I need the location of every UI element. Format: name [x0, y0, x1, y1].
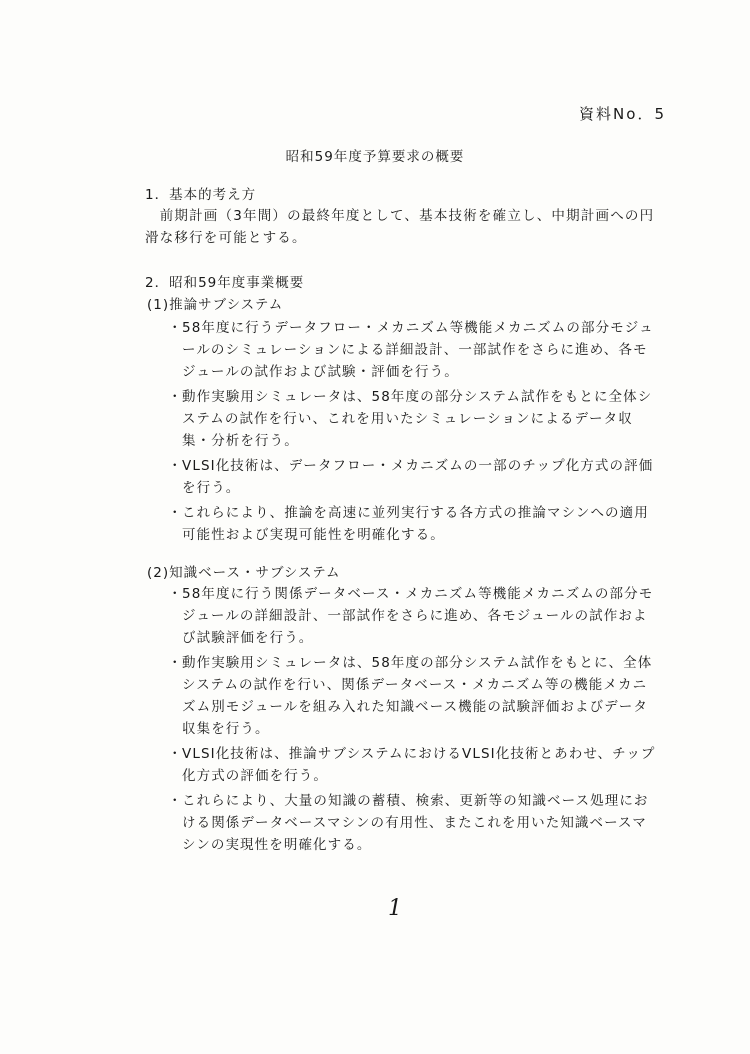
list-item	[168, 743, 660, 787]
list-item	[168, 790, 660, 856]
list-item-text: これらにより、大量の知識の蓄積、検索、更新等の知識ベース処理における関係データベースマシンの有用性、またこれを用いた知識ベースマシンの実現性を明確化する。	[182, 793, 649, 853]
list-item-text: VLSI化技術は、推論サブシステムにおけるVLSI化技術とあわせ、チップ化方式の評価を行う。	[182, 746, 656, 784]
section-1-text: 前期計画（3年間）の最終年度として、基本技術を確立し、中期計画への円滑な移行を可能とする。	[145, 208, 655, 246]
list-item-text: 動作実験用シミュレータは、58年度の部分システム試作をもとに、全体システムの試作を行い、関係データベース・メカニズム等の機能メカニズム別モジュールを組み入れた知識ベース機能の試験評価およびデータ収集を行う。	[182, 655, 653, 737]
subsection-inference-heading: (1)推論サブシステム	[147, 297, 284, 313]
document-id: 資料No．5	[579, 105, 666, 123]
list-item-text: 動作実験用シミュレータは、58年度の部分システム試作をもとに全体システムの試作を行い、これを用いたシミュレーションによるデータ収集・分析を行う。	[182, 389, 653, 449]
section-2-heading: 2．昭和59年度事業概要	[145, 275, 305, 291]
section-1-heading: 1．基本的考え方	[145, 187, 257, 203]
subsection-knowledge-base-heading: (2)知識ベース・サブシステム	[147, 565, 341, 581]
list-item	[168, 386, 660, 452]
subsection-inference-list	[168, 317, 660, 549]
list-item	[168, 583, 660, 649]
page-number: 1	[388, 896, 402, 921]
list-item	[168, 317, 660, 383]
list-item-text: VLSI化技術は、データフロー・メカニズムの一部のチップ化方式の評価を行う。	[182, 458, 654, 496]
subsection-knowledge-base-list	[168, 583, 660, 859]
list-item-text: 58年度に行うデータフロー・メカニズム等機能メカニズムの部分モジュールのシミュレーションによる詳細設計、一部試作をさらに進め、各モジュールの試作および試験・評価を行う。	[182, 320, 654, 380]
list-item	[168, 652, 660, 740]
list-item	[168, 502, 660, 546]
list-item-text: これらにより、推論を高速に並列実行する各方式の推論マシンへの適用可能性および実現可能性を明確化する。	[182, 505, 649, 543]
bullet-mark: ・	[168, 586, 183, 602]
bullet-mark: ・	[168, 655, 183, 671]
bullet-mark: ・	[168, 505, 183, 521]
bullet-mark: ・	[168, 458, 183, 474]
list-item-text: 58年度に行う関係データベース・メカニズム等機能メカニズムの部分モジュールの詳細設計、一部試作をさらに進め、各モジュールの試作および試験評価を行う。	[182, 586, 654, 646]
bullet-mark: ・	[168, 389, 183, 405]
bullet-mark: ・	[168, 793, 183, 809]
list-item	[168, 455, 660, 499]
document-title: 昭和59年度予算要求の概要	[285, 149, 465, 165]
bullet-mark: ・	[168, 320, 183, 336]
bullet-mark: ・	[168, 746, 183, 762]
